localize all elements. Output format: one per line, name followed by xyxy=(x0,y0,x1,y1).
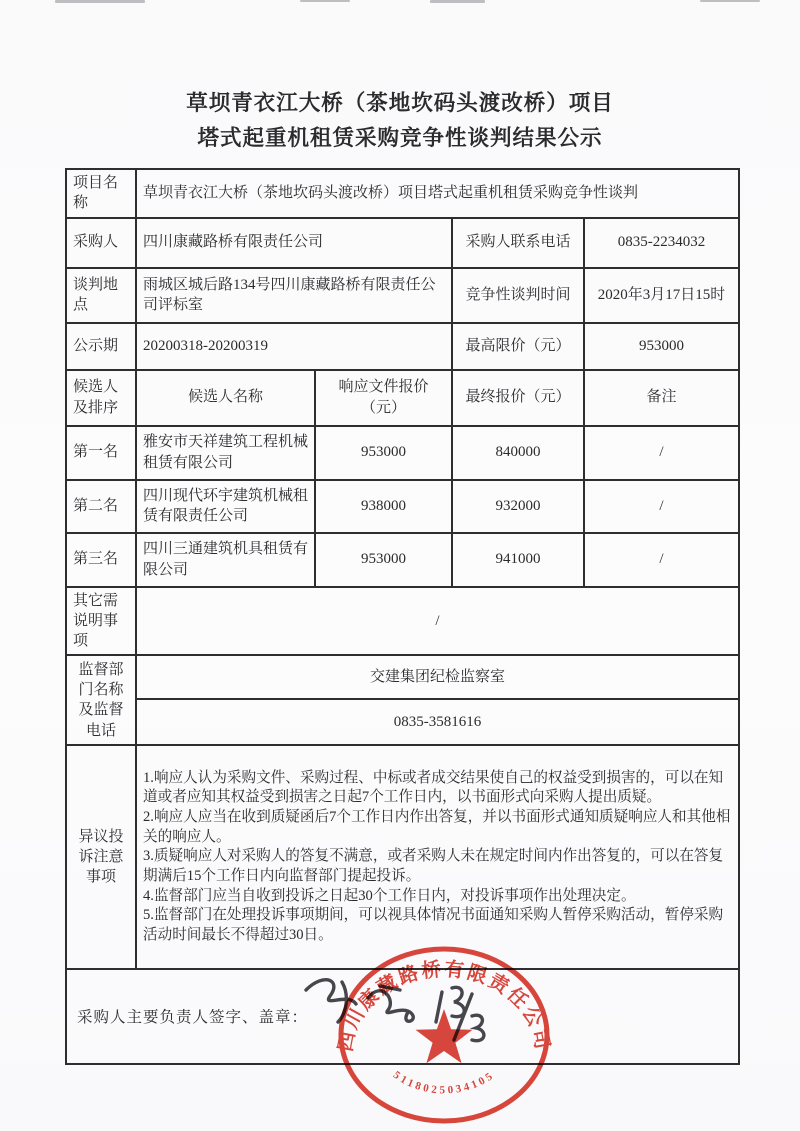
table-row-purchaser xyxy=(66,218,739,268)
candidate-1-final-price: 840000 xyxy=(452,426,584,480)
scan-artifact xyxy=(430,0,485,3)
candidate-2-rank: 第二名 xyxy=(66,480,136,533)
candidate-1-rank: 第一名 xyxy=(66,426,136,480)
handwritten-date-stroke xyxy=(452,987,464,1016)
candidate-2-response-price: 938000 xyxy=(315,480,452,533)
objection-item-2: 2.响应人应当在收到质疑函后7个工作日内作出答复，并以书面形式通知质疑响应人和其他相关的响应人。 xyxy=(143,809,731,845)
candidate-1-remark: / xyxy=(584,426,739,480)
purchaser-value: 四川康藏路桥有限责任公司 xyxy=(136,218,452,268)
objection-item-3: 3.质疑响应人对采购人的答复不满意，或者采购人未在规定时间内作出答复的，可以在答复期满后15个工作日内向监督部门提起投诉。 xyxy=(143,848,724,885)
document-title xyxy=(0,86,800,156)
candidates-rank-header: 候选人及排序 xyxy=(66,370,136,426)
signature-stroke xyxy=(368,991,413,1022)
candidates-name-header: 候选人名称 xyxy=(136,370,315,426)
max-price-label: 最高限价（元） xyxy=(452,323,584,370)
signature-label: 采购人主要负责人签字、盖章： xyxy=(77,1009,309,1027)
candidate-1-response-price: 953000 xyxy=(315,426,452,480)
location-value: 雨城区城后路134号四川康藏路桥有限责任公司评标室 xyxy=(136,268,452,323)
project-name-value: 草坝青衣江大桥（茶地坎码头渡改桥）项目塔式起重机租赁采购竞争性谈判 xyxy=(136,169,739,218)
handwritten-date-stroke xyxy=(436,992,442,1022)
scan-artifact xyxy=(55,0,145,3)
result-table xyxy=(65,168,740,1065)
table-row-project-name xyxy=(66,169,739,218)
purchaser-phone-value: 0835-2234032 xyxy=(584,218,739,268)
other-notes-value: / xyxy=(136,587,739,656)
table-row-candidate-3 xyxy=(66,533,739,587)
candidate-3-response-price: 953000 xyxy=(315,533,452,587)
table-row-candidate-2 xyxy=(66,480,739,533)
candidate-1-name: 雅安市天祥建筑工程机械租赁有限公司 xyxy=(136,426,315,480)
signature-stroke xyxy=(306,980,356,1004)
table-row-supervision-phone xyxy=(66,699,739,745)
objection-label: 异议投诉注意事项 xyxy=(66,745,136,969)
table-row-candidates-header xyxy=(66,370,739,426)
max-price-value: 953000 xyxy=(584,323,739,370)
table-row-location xyxy=(66,268,739,323)
publicity-period-value: 20200318-20200319 xyxy=(136,323,452,370)
signature-stroke xyxy=(380,986,400,990)
candidate-2-name: 四川现代环宇建筑机械租赁有限责任公司 xyxy=(136,480,315,533)
table-row-supervision-dept xyxy=(66,655,739,699)
purchaser-label: 采购人 xyxy=(66,218,136,268)
stamp-code-text: 5118025034105 xyxy=(390,1068,498,1097)
project-name-label: 项目名称 xyxy=(66,169,136,218)
table-row-publicity-period xyxy=(66,323,739,370)
scan-artifact xyxy=(700,0,760,2)
candidates-final-price-header: 最终报价（元） xyxy=(452,370,584,426)
candidate-2-final-price: 932000 xyxy=(452,480,584,533)
objection-notes xyxy=(136,745,739,969)
objection-item-1: 1.响应人认为采购文件、采购过程、中标或者成交结果使自己的权益受到损害的，可以在知道或者应知其权益受到损害之日起7个工作日内，以书面形式向采购人提出质疑。 xyxy=(143,769,724,806)
negotiation-time-label: 竞争性谈判时间 xyxy=(452,268,584,323)
stamp-company-text: 四川康藏路桥有限责任公司 xyxy=(335,959,553,1054)
negotiation-time-value: 2020年3月17日15时 xyxy=(584,268,739,323)
objection-item-4: 4.监督部门应当自收到投诉之日起30个工作日内，对投诉事项作出处理决定。 xyxy=(143,887,636,904)
other-notes-label: 其它需说明事项 xyxy=(66,587,136,656)
candidates-response-price-header: 响应文件报价（元） xyxy=(315,370,452,426)
candidate-2-remark: / xyxy=(584,480,739,533)
candidates-remark-header: 备注 xyxy=(584,370,739,426)
table-row-other-notes xyxy=(66,587,739,656)
candidate-3-rank: 第三名 xyxy=(66,533,136,587)
purchaser-phone-label: 采购人联系电话 xyxy=(452,218,584,268)
candidate-3-remark: / xyxy=(584,533,739,587)
candidate-3-final-price: 941000 xyxy=(452,533,584,587)
document-title-line2: 塔式起重机租赁采购竞争性谈判结果公示 xyxy=(197,126,603,150)
document-title-line1: 草坝青衣江大桥（茶地坎码头渡改桥）项目 xyxy=(186,91,614,115)
supervision-department: 交建集团纪检监察室 xyxy=(136,655,739,699)
supervision-label: 监督部门名称及监督电话 xyxy=(66,655,136,745)
table-row-objection xyxy=(66,745,739,969)
scan-artifact xyxy=(300,0,350,2)
signature-stroke xyxy=(338,982,346,1022)
candidate-3-name: 四川三通建筑机具租赁有限公司 xyxy=(136,533,315,587)
handwritten-date-stroke xyxy=(472,1015,484,1041)
table-row-candidate-1 xyxy=(66,426,739,480)
handwritten-signature xyxy=(296,952,536,1052)
supervision-phone: 0835-3581616 xyxy=(136,699,739,745)
objection-item-5: 5.监督部门在处理投诉事项期间，可以视具体情况书面通知采购人暂停采购活动，暂停采购活动时间最长不得超过30日。 xyxy=(143,907,724,944)
publicity-period-label: 公示期 xyxy=(66,323,136,370)
location-label: 谈判地点 xyxy=(66,268,136,323)
